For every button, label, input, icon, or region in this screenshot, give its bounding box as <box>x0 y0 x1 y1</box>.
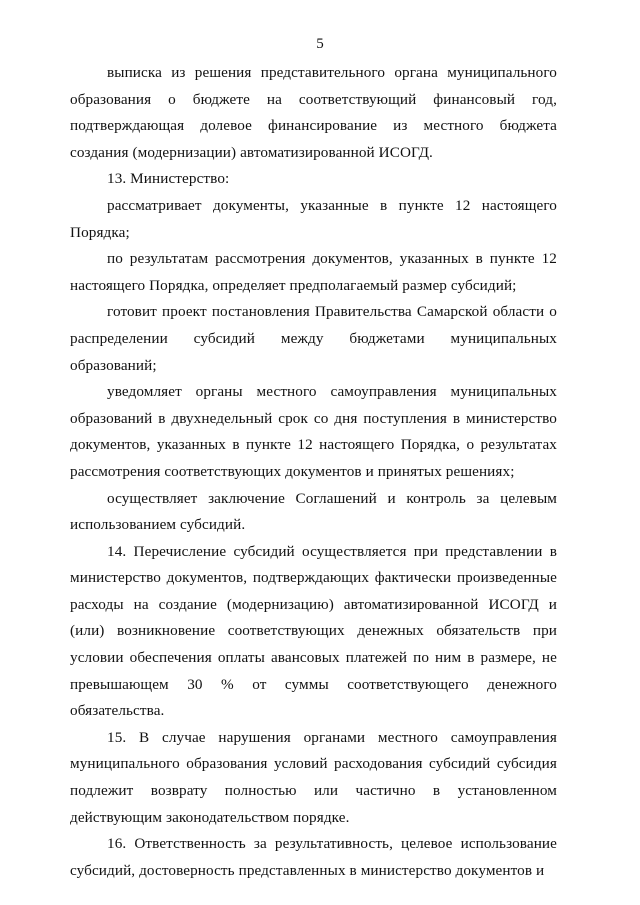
paragraph-review-documents: рассматривает документы, указанные в пункте 12 настоящего Порядка; <box>70 196 557 241</box>
paragraph-item-13: 13. Министерство: <box>107 170 230 188</box>
paragraph-prepare-resolution: готовит проект постановления Правительства Самарской области о распределении субсидий между бюджетами муниципальных образований; <box>70 303 557 374</box>
paragraph-determine-subsidy: по результатам рассмотрения документов, указанных в пункте 12 настоящего Порядка, определяет предполагаемый размер субсидий; <box>70 250 557 294</box>
paragraph-notify-authorities: уведомляет органы местного самоуправления муниципальных образований в двухнедельный срок со дня поступления в министерство документов, указанных в пункте 12 настоящего Порядка, о результатах рассмотрения соответствующих документов и принятых решениях; <box>70 383 557 480</box>
paragraph-item-16: 16. Ответственность за результативность, целевое использование субсидий, достоверность представленных в министерство документов и <box>70 835 557 879</box>
paragraph-isogd-statement: выписка из решения представительного органа муниципального образования о бюджете на соответствующий финансовый год, подтверждающая долевое финансирование из местного бюджета создания (модернизации) автоматизированной ИСОГД. <box>70 64 557 161</box>
paragraph-item-14: 14. Перечисление субсидий осуществляется при представлении в министерство документов, подтверждающих фактически произведенные расходы на создание (модернизацию) автоматизированной ИСОГД и (или) возникновение соответствующих денежных обязательств при условии обеспечения оплаты авансовых платежей по ним в размере, не превышающем 30 % от суммы соответствующего денежного обязательства. <box>70 542 557 720</box>
paragraph-item-15: 15. В случае нарушения органами местного самоуправления муниципального образования условий расходования субсидий субсидия подлежит возврату полностью или частично в установленном действующим законодательством порядке. <box>70 728 557 826</box>
page-number: 5 <box>316 36 324 52</box>
body-text <box>70 60 557 884</box>
paragraph-agreements-control: осуществляет заключение Соглашений и контроль за целевым использованием субсидий. <box>70 489 557 534</box>
